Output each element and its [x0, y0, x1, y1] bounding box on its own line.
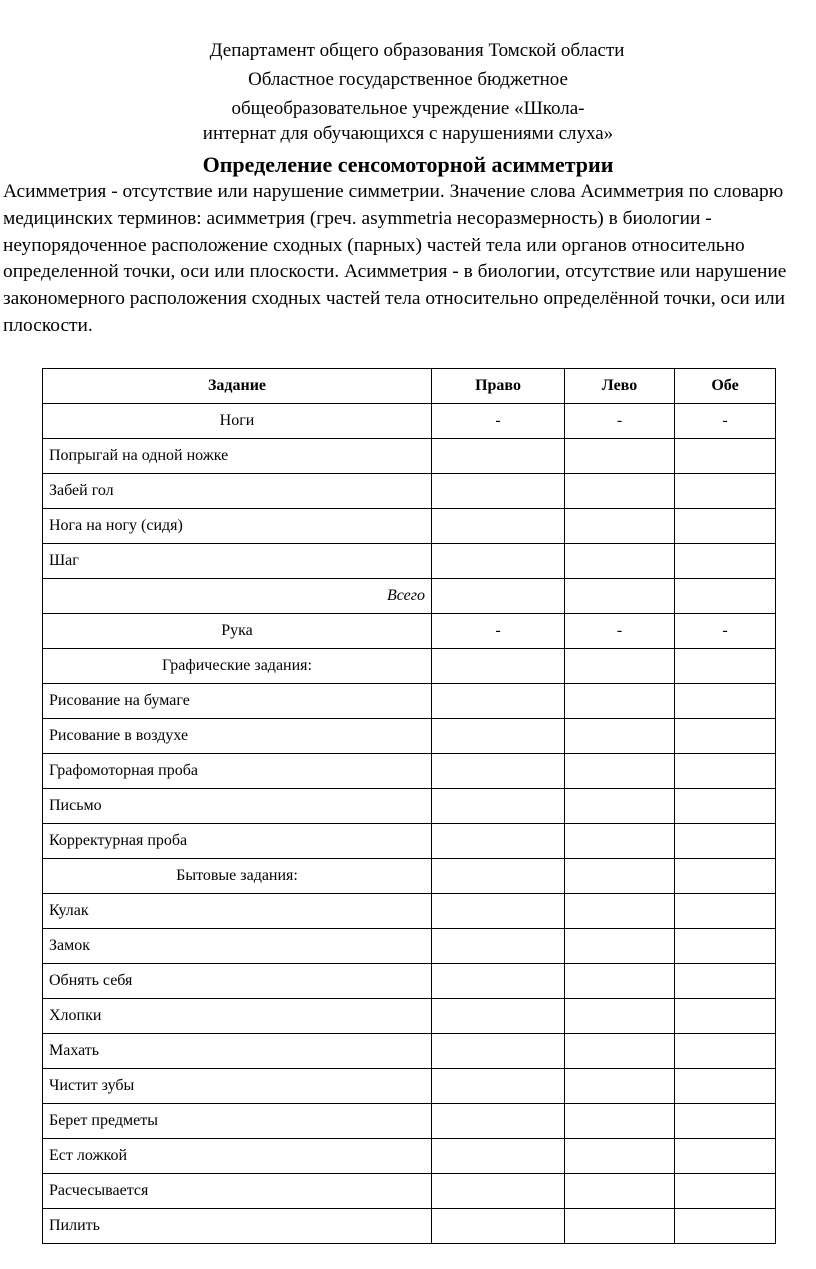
dash-cell: -	[432, 404, 565, 439]
left-cell[interactable]	[565, 439, 675, 474]
table-row	[43, 754, 776, 789]
task-cell: Письмо	[43, 789, 432, 824]
task-cell: Кулак	[43, 894, 432, 929]
asymmetry-table	[42, 368, 776, 1244]
left-cell[interactable]	[565, 1139, 675, 1174]
both-cell[interactable]	[675, 929, 776, 964]
left-cell[interactable]	[565, 1174, 675, 1209]
dash-cell: -	[565, 614, 675, 649]
task-cell: Попрыгай на одной ножке	[43, 439, 432, 474]
table-header-row	[43, 369, 776, 404]
both-cell[interactable]	[675, 1034, 776, 1069]
left-cell[interactable]	[565, 929, 675, 964]
institution-line-1: Областное государственное бюджетное	[248, 69, 568, 90]
table-row	[43, 789, 776, 824]
subsection-row-graphic	[43, 649, 776, 684]
table-row	[43, 1209, 776, 1244]
both-cell[interactable]	[675, 894, 776, 929]
both-cell[interactable]	[675, 544, 776, 579]
left-cell[interactable]	[565, 1209, 675, 1244]
section-label-legs: Ноги	[43, 404, 432, 439]
subsection-row-household	[43, 859, 776, 894]
right-cell[interactable]	[432, 544, 565, 579]
right-cell[interactable]	[432, 719, 565, 754]
right-cell[interactable]	[432, 439, 565, 474]
both-cell[interactable]	[675, 1069, 776, 1104]
both-cell[interactable]	[675, 579, 776, 614]
header-left: Лево	[565, 369, 675, 404]
table-row	[43, 544, 776, 579]
task-cell: Махать	[43, 1034, 432, 1069]
task-cell: Чистит зубы	[43, 1069, 432, 1104]
left-cell[interactable]	[565, 824, 675, 859]
left-cell[interactable]	[565, 894, 675, 929]
left-cell[interactable]	[565, 964, 675, 999]
institution-line-2: общеобразовательное учреждение «Школа-	[231, 98, 585, 119]
both-cell[interactable]	[675, 1174, 776, 1209]
task-cell: Графомоторная проба	[43, 754, 432, 789]
right-cell[interactable]	[432, 894, 565, 929]
table-row	[43, 964, 776, 999]
right-cell[interactable]	[432, 999, 565, 1034]
both-cell[interactable]	[675, 684, 776, 719]
department-line: Департамент общего образования Томской области	[209, 40, 625, 61]
table-row	[43, 684, 776, 719]
header-both: Обе	[675, 369, 776, 404]
right-cell[interactable]	[432, 929, 565, 964]
table-row	[43, 719, 776, 754]
dash-cell: -	[675, 404, 776, 439]
total-label: Всего	[43, 579, 432, 614]
table-row	[43, 894, 776, 929]
left-cell[interactable]	[565, 1104, 675, 1139]
task-cell: Корректурная проба	[43, 824, 432, 859]
left-cell[interactable]	[565, 789, 675, 824]
right-cell[interactable]	[432, 754, 565, 789]
both-cell[interactable]	[675, 649, 776, 684]
table-row	[43, 1139, 776, 1174]
table-row	[43, 1069, 776, 1104]
both-cell[interactable]	[675, 789, 776, 824]
subsection-label-graphic: Графические задания:	[43, 649, 432, 684]
left-cell[interactable]	[565, 684, 675, 719]
section-label-hand: Рука	[43, 614, 432, 649]
right-cell[interactable]	[432, 789, 565, 824]
dash-cell: -	[565, 404, 675, 439]
right-cell[interactable]	[432, 859, 565, 894]
both-cell[interactable]	[675, 859, 776, 894]
left-cell[interactable]	[565, 579, 675, 614]
table-row	[43, 1104, 776, 1139]
dash-cell: -	[675, 614, 776, 649]
right-cell[interactable]	[432, 824, 565, 859]
right-cell[interactable]	[432, 1034, 565, 1069]
intro-paragraph: Асимметрия - отсутствие или нарушение симметрии. Значение слова Асимметрия по словарю медицинских терминов: асимметрия (греч. asymmetria несоразмерность) в биологии - неупорядоченное расположение сходных (парных) частей тела или органов относительно определенной точки, оси или плоскости. Асимметрия - в биологии, отсутствие или нарушение закономерного расположения сходных частей тела относительно определённой точки, оси или плоскости.	[3, 181, 787, 336]
table-row	[43, 824, 776, 859]
dash-cell: -	[432, 614, 565, 649]
table-row	[43, 439, 776, 474]
task-cell: Расчесывается	[43, 1174, 432, 1209]
right-cell[interactable]	[432, 684, 565, 719]
left-cell[interactable]	[565, 474, 675, 509]
both-cell[interactable]	[675, 754, 776, 789]
right-cell[interactable]	[432, 579, 565, 614]
task-cell: Нога на ногу (сидя)	[43, 509, 432, 544]
task-cell: Шаг	[43, 544, 432, 579]
right-cell[interactable]	[432, 1174, 565, 1209]
task-cell: Берет предметы	[43, 1104, 432, 1139]
both-cell[interactable]	[675, 1209, 776, 1244]
subsection-label-household: Бытовые задания:	[43, 859, 432, 894]
task-cell: Замок	[43, 929, 432, 964]
both-cell[interactable]	[675, 1104, 776, 1139]
task-cell: Пилить	[43, 1209, 432, 1244]
right-cell[interactable]	[432, 1209, 565, 1244]
task-cell: Ест ложкой	[43, 1139, 432, 1174]
left-cell[interactable]	[565, 719, 675, 754]
section-row-hand	[43, 614, 776, 649]
both-cell[interactable]	[675, 964, 776, 999]
total-row	[43, 579, 776, 614]
both-cell[interactable]	[675, 999, 776, 1034]
section-row-legs	[43, 404, 776, 439]
table-row	[43, 1034, 776, 1069]
left-cell[interactable]	[565, 544, 675, 579]
both-cell[interactable]	[675, 439, 776, 474]
left-cell[interactable]	[565, 1034, 675, 1069]
left-cell[interactable]	[565, 754, 675, 789]
task-cell: Рисование в воздухе	[43, 719, 432, 754]
right-cell[interactable]	[432, 474, 565, 509]
both-cell[interactable]	[675, 509, 776, 544]
header-task: Задание	[43, 369, 432, 404]
both-cell[interactable]	[675, 1139, 776, 1174]
task-cell: Рисование на бумаге	[43, 684, 432, 719]
right-cell[interactable]	[432, 1139, 565, 1174]
both-cell[interactable]	[675, 474, 776, 509]
left-cell[interactable]	[565, 999, 675, 1034]
right-cell[interactable]	[432, 1104, 565, 1139]
both-cell[interactable]	[675, 719, 776, 754]
header-right: Право	[432, 369, 565, 404]
institution-line-3: интернат для обучающихся с нарушениями слуха»	[202, 123, 614, 144]
table-row	[43, 999, 776, 1034]
left-cell[interactable]	[565, 1069, 675, 1104]
right-cell[interactable]	[432, 649, 565, 684]
task-cell: Забей гол	[43, 474, 432, 509]
table-row	[43, 929, 776, 964]
right-cell[interactable]	[432, 1069, 565, 1104]
left-cell[interactable]	[565, 509, 675, 544]
table-row	[43, 1174, 776, 1209]
document-title: Определение сенсомоторной асимметрии	[202, 152, 614, 177]
right-cell[interactable]	[432, 964, 565, 999]
right-cell[interactable]	[432, 509, 565, 544]
table-row	[43, 474, 776, 509]
left-cell[interactable]	[565, 649, 675, 684]
both-cell[interactable]	[675, 824, 776, 859]
task-cell: Обнять себя	[43, 964, 432, 999]
table-row	[43, 509, 776, 544]
task-cell: Хлопки	[43, 999, 432, 1034]
left-cell[interactable]	[565, 859, 675, 894]
